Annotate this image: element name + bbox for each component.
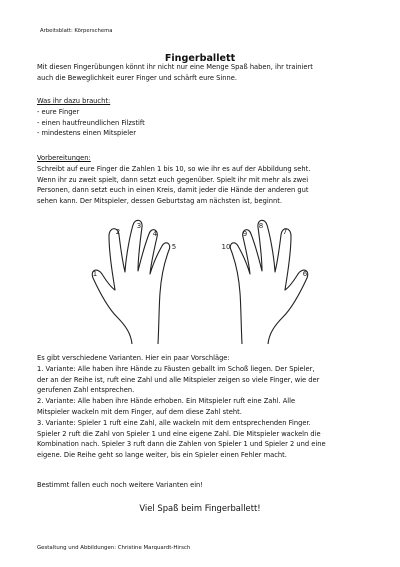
variants-intro: Es gibt verschiedene Varianten. Hier ein paar Vorschläge: [37, 354, 230, 362]
left-hand-outline [92, 220, 169, 344]
preparation-section [37, 153, 363, 207]
finger-number-label: 5 [171, 243, 177, 251]
list-item: - eure Finger [37, 107, 80, 116]
finger-number-label: 10 [221, 243, 231, 251]
finger-number-label: 9 [242, 230, 248, 238]
right-hand-outline [230, 220, 307, 344]
preparation-line: Schreibt auf eure Finger die Zahlen 1 bis 10, so wie ihr es auf der Abbildung seht. [37, 164, 311, 173]
finger-number-label: 3 [136, 222, 142, 230]
more-variants-text: Bestimmt fallen euch noch weitere Varianten ein! [37, 481, 203, 489]
intro-line: Mit diesen Fingerübungen könnt ihr nicht nur eine Menge Spaß haben, ihr trainiert [37, 63, 313, 71]
finger-number-label: 2 [115, 228, 121, 236]
variant-line: 2. Variante: Alle haben ihre Hände erhoben. Ein Mitspieler ruft eine Zahl. Alle [37, 397, 296, 406]
finger-number-label: 4 [152, 230, 158, 238]
preparation-line: Personen, dann setzt euch in einen Kreis, damit jeder die Hände der anderen gut [37, 186, 309, 195]
finger-number-label: 7 [282, 228, 288, 236]
preparation-line: Wenn ihr zu zweit spielt, dann setzt euch gegenüber. Spielt ihr mit mehr als zwei [37, 175, 309, 184]
variants-section [37, 353, 363, 461]
variant-line: 1. Variante: Alle haben ihre Hände zu Fäusten geballt im Schoß liegen. Der Spieler, [37, 364, 315, 373]
footer-credit: Gestaltung und Abbildungen: Christine Marquardt-Hirsch [37, 545, 191, 551]
materials-section [37, 96, 363, 139]
closing-line: Viel Spaß beim Fingerballett! [139, 503, 261, 513]
variant-line: Mitspieler wackeln mit dem Finger, auf dem diese Zahl steht. [37, 407, 242, 416]
materials-heading: Was ihr dazu braucht: [37, 97, 111, 105]
variant-line: eigene. Die Reihe geht so lange weiter, bis ein Spieler einen Fehler macht. [37, 451, 287, 460]
preparation-heading: Vorbereitungen: [37, 154, 91, 162]
intro-text [37, 62, 363, 84]
hands-illustration [82, 216, 318, 344]
header-note: Arbeitsblatt: Körperschema [40, 28, 113, 34]
finger-number-label: 1 [92, 270, 98, 278]
list-item: - mindestens einen Mitspieler [37, 129, 136, 138]
variant-line: 3. Variante: Spieler 1 ruft eine Zahl, alle wackeln mit dem entsprechenden Finger. [37, 418, 311, 427]
variant-line: der an der Reihe ist, ruft eine Zahl und alle Mitspieler zeigen so viele Finger, wie der [37, 375, 320, 384]
list-item: - einen hautfreundlichen Filzstift [37, 118, 145, 127]
intro-line: auch die Beweglichkeit eurer Finger und schärft eure Sinne. [37, 73, 237, 82]
variant-line: Spieler 2 ruft die Zahl von Spieler 1 und eine eigene Zahl. Die Mitspieler wackeln die [37, 429, 321, 438]
preparation-line: sehen kann. Der Mitspieler, dessen Geburtstag am nächsten ist, beginnt. [37, 197, 282, 206]
materials-list [37, 107, 363, 139]
variant-line: gerufenen Zahl entsprechen. [37, 386, 135, 395]
finger-number-label: 6 [302, 270, 308, 278]
page-title: Fingerballett [164, 53, 236, 64]
variant-line: Kombination nach. Spieler 3 ruft dann die Zahlen von Spieler 1 und Spieler 2 und eine [37, 440, 326, 449]
finger-number-label: 8 [258, 222, 264, 230]
